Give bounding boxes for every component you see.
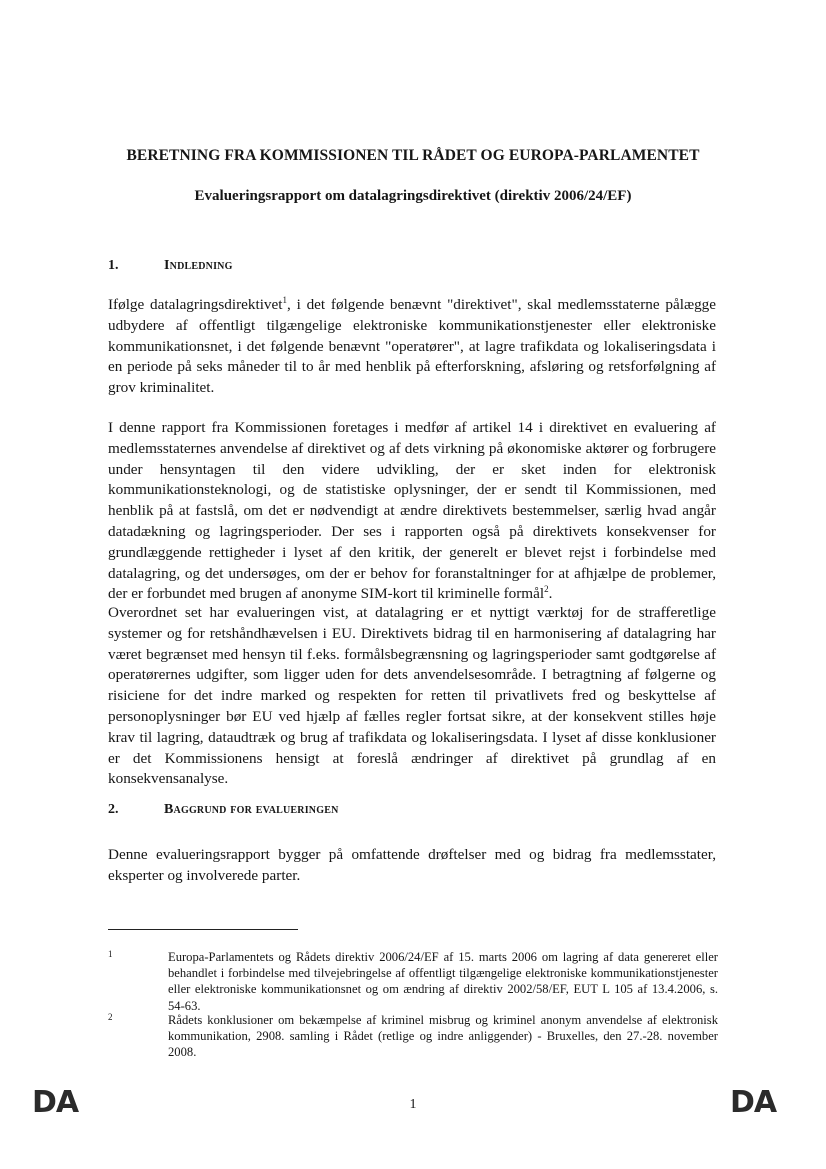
section-number: 2. (108, 802, 119, 817)
footnote-text: Europa-Parlamentets og Rådets direktiv 2006/24/EF af 15. marts 2006 om lagring af data genereret eller behandlet i forbindelse med tilvejebringelse af offentligt tilgængelige elektroniske kommunikationstjenester eller elektroniske kommunikationsnet og om ændring af direktiv 2002/58/EF, EUT L 105 af 13.4.2006, s. 54-63. (168, 950, 718, 1013)
paragraph-text: I denne rapport fra Kommissionen foretages i medfør af artikel 14 i direktivet en evaluering af medlemsstaternes anvendelse af direktivet og af dets virkning på økonomiske aktører og forbrugere under hensyntagen til den videre udvikling, der er sket inden for elektronisk kommunikationsteknologi, og de statistiske oplysninger, der er sendt til Kommissionen, med henblik på at fastslå, om det er nødvendigt at ændre direktivets bestemmelser, særlig hvad angår datadækning og lagringsperioder. Der ses i rapporten også på direktivets konsekvenser for grundlæggende rettigheder i lyset af den kritik, der generelt er blevet rejst i forbindelse med datalagring, og det undersøges, om der er behov for foranstaltninger for at afhjælpe de problemer, der er forbundet med brugen af anonyme SIM-kort til kriminelle formål (108, 419, 716, 603)
footnote-number: 2 (108, 1012, 113, 1022)
section-number: 1. (108, 258, 119, 273)
section-heading-2 (108, 802, 339, 818)
language-code-right: DA (730, 1085, 777, 1120)
footnote-separator (108, 929, 298, 930)
paragraph-1 (108, 295, 716, 399)
paragraph-text: . (548, 585, 553, 603)
language-code-left: DA (32, 1085, 79, 1120)
paragraph-3 (108, 603, 716, 790)
document-subtitle: Evalueringsrapport om datalagringsdirektivet (direktiv 2006/24/EF) (194, 188, 632, 204)
footnote-ref: 1 (282, 294, 287, 305)
paragraph-text: Overordnet set har evalueringen vist, at datalagring er et nyttigt værktøj for de strafferetlige systemer og for retshåndhævelsen i EU. Direktivets bidrag til en harmonisering af datalagring har været begrænset med hensyn til f.eks. formålsbegrænsning og lagringsperioder samt godtgørelse af operatørernes udgifter, som ligger uden for dets anvendelsesområde. I betragtning af følgerne og risiciene for det indre marked og respekten for retten til privatlivets fred og beskyttelse af personoplysninger bør EU ved hjælp af fælles regler fortsat sikre, at der konsekvent stilles høje krav til lagring, dataudtræk og brug af trafikdata og lokaliseringsdata. I lyset af disse konklusioner er det Kommissionens hensigt at foreslå ændringer af direktivet på grundlag af en konsekvensanalyse. (108, 604, 716, 788)
section-title: Indledning (164, 258, 233, 273)
section-heading-1 (108, 258, 233, 274)
footnote-text: Rådets konklusioner om bekæmpelse af kriminel misbrug og kriminel anonym anvendelse af elektronisk kommunikation, 2908. samling i Rådet (retlige og indre anliggender) - Bruxelles, den 27.-28. november 2008. (168, 1013, 718, 1060)
footnote-number: 1 (108, 949, 113, 959)
page-number: 1 (409, 1097, 417, 1112)
footnote-2 (108, 1012, 718, 1061)
section-title: Baggrund for evalueringen (164, 802, 339, 817)
paragraph-2 (108, 418, 716, 605)
paragraph-text: Ifølge datalagringsdirektivet (108, 296, 283, 313)
footnote-ref: 2 (544, 584, 549, 595)
paragraph-text: , i det følgende benævnt "direktivet", skal medlemsstaterne pålægge udbydere af offentligt tilgængelige elektroniske kommunikationstjenester eller elektroniske kommunikationsnet, i det følgende benævnt "operatører", at lagre trafikdata og lokaliseringsdata i en periode på seks måneder til to år med henblik på efterforskning, afsløring og retsforfølgning af grov kriminalitet. (108, 296, 717, 397)
paragraph-text: Denne evalueringsrapport bygger på omfattende drøftelser med og bidrag fra medlemsstater, eksperter og involverede parter. (108, 846, 716, 884)
footnote-1 (108, 949, 718, 1014)
paragraph-4 (108, 845, 716, 887)
document-title: BERETNING FRA KOMMISSIONEN TIL RÅDET OG EUROPA-PARLAMENTET (126, 147, 700, 164)
